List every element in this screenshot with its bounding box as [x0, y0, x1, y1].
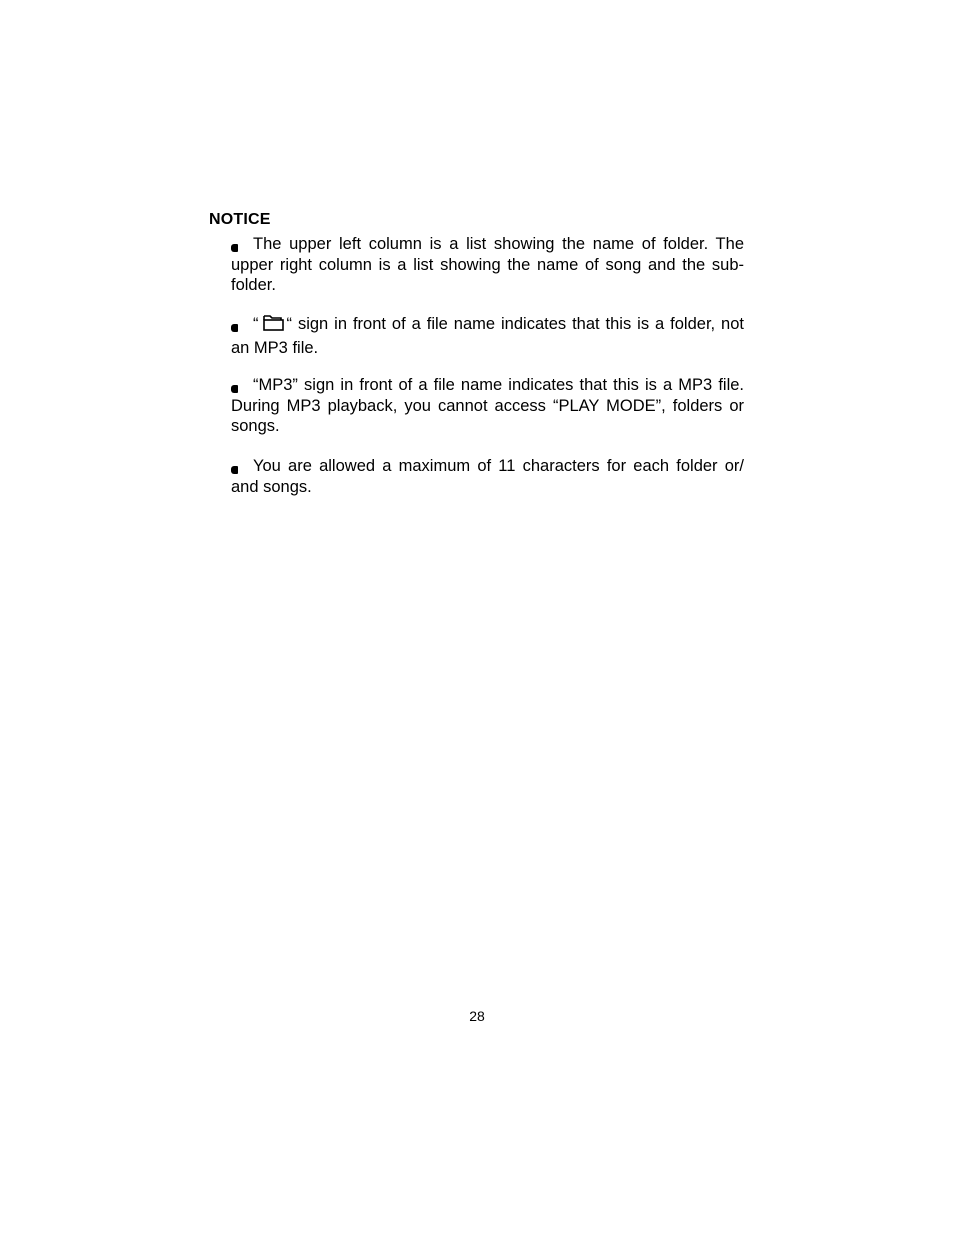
notice-item: [231, 314, 744, 358]
bullet-icon: [231, 466, 238, 474]
folder-icon: [261, 314, 285, 338]
bullet-icon: [231, 324, 238, 332]
notice-item: [231, 375, 744, 437]
quote-open: “: [253, 315, 259, 333]
bullet-icon: [231, 385, 238, 393]
bullet-icon: [231, 244, 238, 252]
notice-item-text: “ sign in front of a file name indicates that this is a folder, not an MP3 file.: [231, 315, 744, 357]
notice-item: [231, 234, 744, 296]
notice-item-text: The upper left column is a list showing the name of folder. The upper right column is a list showing the name of song and the sub-folder.: [231, 235, 744, 294]
notice-item: [231, 456, 744, 497]
notice-item-text: You are allowed a maximum of 11 characters for each folder or/ and songs.: [231, 457, 744, 496]
notice-heading: NOTICE: [209, 211, 271, 228]
page-number: 28: [469, 1008, 485, 1024]
notice-item-text: “MP3” sign in front of a file name indicates that this is a MP3 file. During MP3 playback, you cannot access “PLAY MODE”, folders or songs.: [231, 376, 744, 435]
